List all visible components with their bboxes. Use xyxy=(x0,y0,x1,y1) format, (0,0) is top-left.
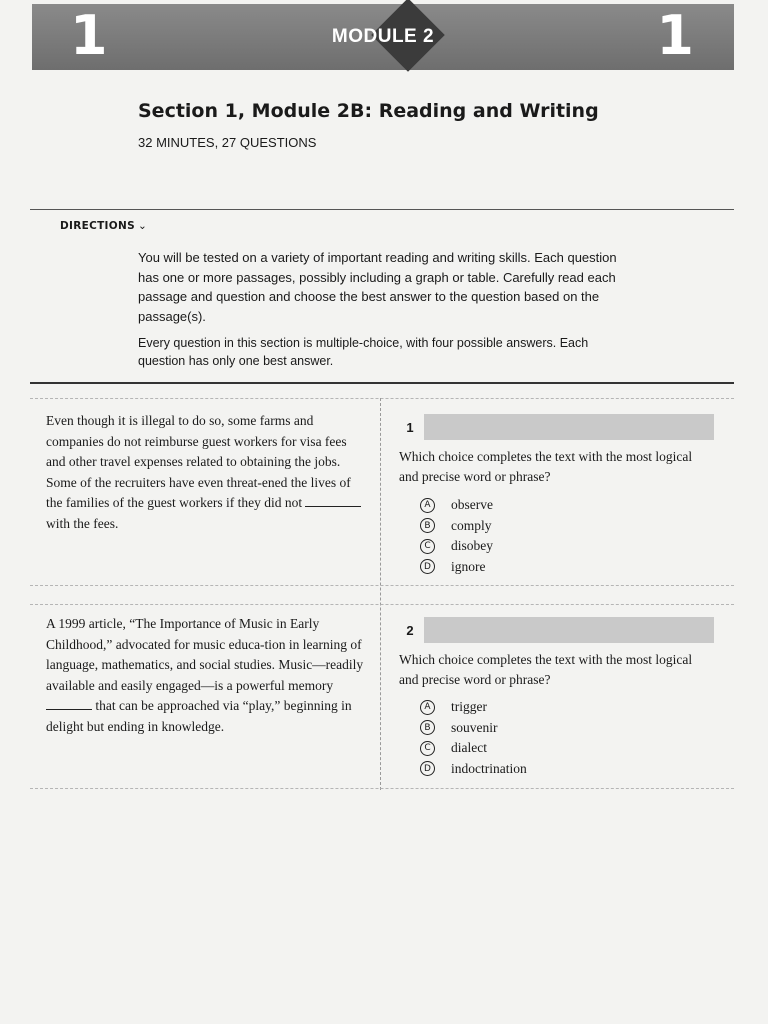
column-divider xyxy=(380,398,381,790)
choice-bubble[interactable]: C xyxy=(420,539,435,554)
answer-blank xyxy=(305,495,361,507)
answer-choice-d[interactable] xyxy=(420,557,493,578)
choice-bubble[interactable]: A xyxy=(420,498,435,513)
passage-text: that can be approached via “play,” beginning in delight but ending in knowledge. xyxy=(46,698,352,734)
divider-bottom xyxy=(30,382,734,384)
section-number-right: 1 xyxy=(656,4,694,67)
dashed-divider xyxy=(30,604,734,605)
question-prompt-1: Which choice completes the text with the most logical and precise word or phrase? xyxy=(399,449,693,484)
dashed-divider xyxy=(30,398,734,399)
choice-text: disobey xyxy=(451,538,493,554)
choice-text: dialect xyxy=(451,740,487,756)
directions-paragraph-2: Every question in this section is multiple-choice, with four possible answers. Each question has only one best answer. xyxy=(138,336,589,368)
choice-text: ignore xyxy=(451,558,486,574)
answer-choice-a[interactable] xyxy=(420,697,527,718)
passage-text: Even though it is illegal to do so, some farms and companies do not reimburse guest workers for visa fees and other travel expenses related to obtaining the jobs. Some of the recruiters have even threat-ened the lives of the families of the guest workers if they did not xyxy=(46,413,351,510)
divider-top xyxy=(30,209,734,210)
answer-choice-d[interactable] xyxy=(420,759,527,780)
answer-choice-b[interactable] xyxy=(420,718,527,739)
page-title: Section 1, Module 2B: Reading and Writing xyxy=(138,100,599,122)
dashed-divider xyxy=(30,585,734,586)
choice-bubble[interactable]: A xyxy=(420,700,435,715)
answer-choice-c[interactable] xyxy=(420,536,493,557)
directions-label: DIRECTIONS xyxy=(60,220,135,232)
module-label: MODULE 2 xyxy=(331,26,435,47)
question-prompt-2: Which choice completes the text with the most logical and precise word or phrase? xyxy=(399,652,693,687)
question-header-1 xyxy=(396,414,714,440)
question-number: 2 xyxy=(396,617,424,643)
answer-choice-b[interactable] xyxy=(420,516,493,537)
answer-choices-1 xyxy=(420,495,493,577)
answer-blank xyxy=(46,698,92,710)
question-number: 1 xyxy=(396,414,424,440)
passage-1 xyxy=(46,411,364,534)
chevron-down-icon: ⌄ xyxy=(137,220,148,232)
choice-text: comply xyxy=(451,517,492,533)
question-header-2 xyxy=(396,617,714,643)
module-header-band xyxy=(32,4,734,70)
directions-paragraph-1: You will be tested on a variety of important reading and writing skills. Each question has one or more passages, possibly including a graph or table. Carefully read each passage and question and choose the best answer to the question based on the passage(s). xyxy=(138,250,617,324)
choice-bubble[interactable]: D xyxy=(420,559,435,574)
passage-text: with the fees. xyxy=(46,515,119,531)
passage-2 xyxy=(46,614,364,737)
choice-bubble[interactable]: B xyxy=(420,518,435,533)
page-subtitle: 32 MINUTES, 27 QUESTIONS xyxy=(138,135,317,150)
choice-bubble[interactable]: C xyxy=(420,741,435,756)
choice-bubble[interactable]: D xyxy=(420,761,435,776)
choice-bubble[interactable]: B xyxy=(420,720,435,735)
dashed-divider xyxy=(30,788,734,789)
directions-toggle[interactable] xyxy=(60,220,147,232)
section-number-left: 1 xyxy=(70,4,108,67)
choice-text: observe xyxy=(451,497,493,513)
passage-text: A 1999 article, “The Importance of Music in Early Childhood,” advocated for music educa-tion in learning of language, mathematics, and social studies. Music—readily available and easily engaged—is a powerful memory xyxy=(46,616,364,693)
answer-choice-a[interactable] xyxy=(420,495,493,516)
answer-choices-2 xyxy=(420,697,527,779)
answer-choice-c[interactable] xyxy=(420,738,527,759)
choice-text: souvenir xyxy=(451,719,498,735)
choice-text: indoctrination xyxy=(451,760,527,776)
choice-text: trigger xyxy=(451,699,487,715)
